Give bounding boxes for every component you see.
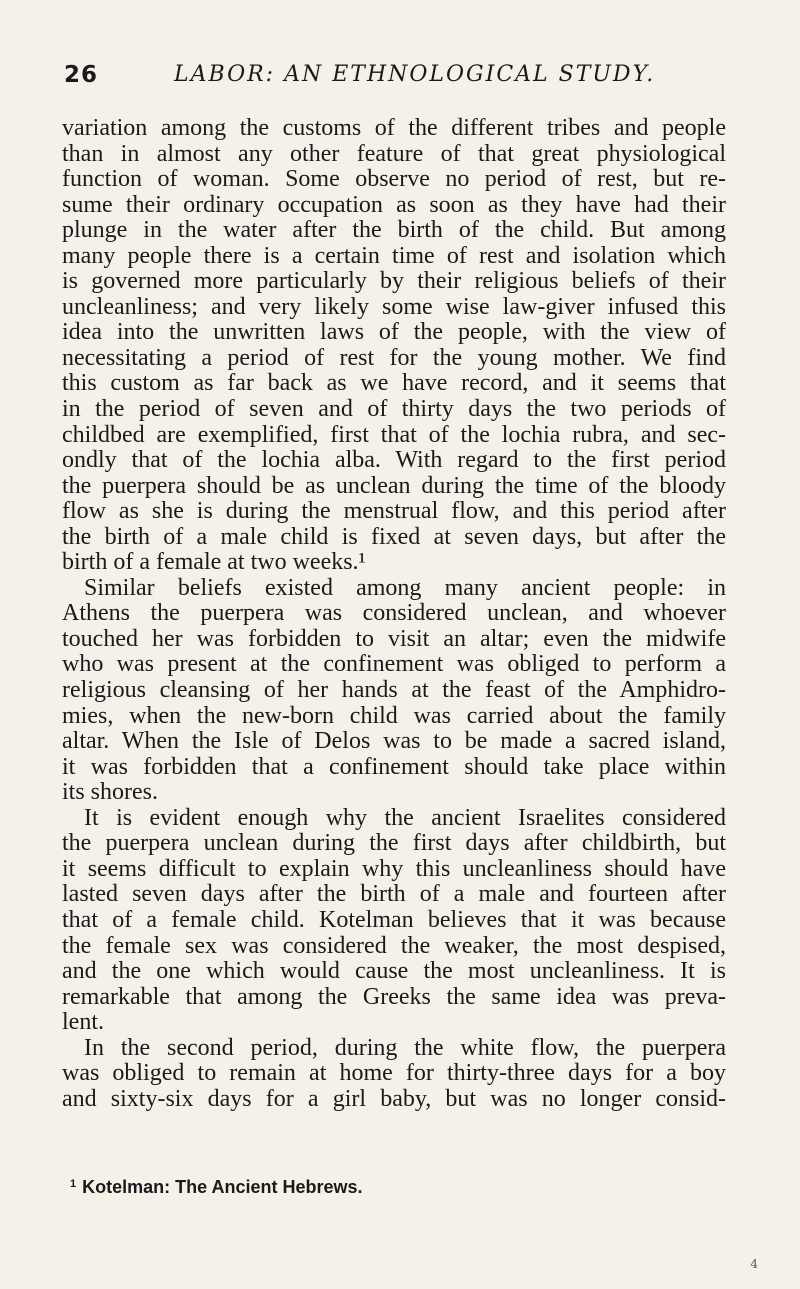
text-line: Athens the puerpera was considered unclean, and whoever — [62, 600, 726, 627]
text-line: It is evident enough why the ancient Israelites considered — [84, 804, 726, 831]
text-line: flow as she is during the menstrual flow, and this period after — [62, 498, 726, 525]
footnote — [70, 1177, 363, 1198]
text-line: the female sex was considered the weaker, the most despised, — [62, 932, 726, 959]
text-line: that of a female child. Kotelman believes that it was because — [62, 906, 726, 933]
text-line: the birth of a male child is fixed at seven days, but after the — [62, 523, 726, 550]
page-header — [64, 62, 714, 94]
footnote-text: Kotelman: The Ancient Hebrews. — [82, 1177, 363, 1197]
text-line: altar. When the Isle of Delos was to be made a sacred island, — [62, 728, 726, 755]
text-line: uncleanliness; and very likely some wise law-giver infused this — [62, 293, 726, 320]
text-line: religious cleansing of her hands at the feast of the Amphidro- — [62, 677, 726, 704]
text-line: idea into the unwritten laws of the people, with the view of — [62, 319, 726, 346]
text-line: is governed more particularly by their religious beliefs of their — [62, 268, 726, 295]
text-line: plunge in the water after the birth of the child. But among — [62, 217, 726, 244]
text-line: In the second period, during the white flow, the puerpera — [84, 1034, 726, 1061]
text-line: childbed are exemplified, first that of the lochia rubra, and sec- — [62, 421, 726, 448]
text-line: variation among the customs of the different tribes and people — [62, 115, 726, 141]
text-line: touched her was forbidden to visit an altar; even the midwife — [62, 625, 726, 652]
running-title: LABOR: AN ETHNOLOGICAL STUDY. — [174, 62, 656, 87]
text-line: necessitating a period of rest for the young mother. We find — [62, 344, 726, 371]
text-line: who was present at the confinement was obliged to perform a — [62, 651, 726, 678]
text-line: Similar beliefs existed among many ancient people: in — [84, 574, 726, 601]
body-text — [62, 116, 726, 1112]
text-line: the puerpera unclean during the first days after childbirth, but — [62, 830, 726, 857]
signature-mark: 4 — [750, 1257, 758, 1271]
text-line: it seems difficult to explain why this uncleanliness should have — [62, 855, 726, 882]
text-line: than in almost any other feature of that great physiological — [62, 140, 726, 167]
text-line: the puerpera should be as unclean during the time of the bloody — [62, 472, 726, 499]
text-line: ondly that of the lochia alba. With regard to the first period — [62, 447, 726, 474]
footnote-marker: 1 — [70, 1178, 77, 1190]
text-line: remarkable that among the Greeks the same idea was preva- — [62, 983, 726, 1010]
text-line: in the period of seven and of thirty days the two periods of — [62, 396, 726, 423]
text-line: function of woman. Some observe no period of rest, but re- — [62, 166, 726, 193]
page-number: 26 — [64, 62, 99, 88]
text-line: sume their ordinary occupation as soon as they have had their — [62, 191, 726, 218]
text-line: lent. — [62, 1009, 104, 1036]
text-line: was obliged to remain at home for thirty-three days for a boy — [62, 1060, 726, 1087]
text-line: its shores. — [62, 779, 158, 806]
text-line: mies, when the new-born child was carried about the family — [62, 702, 726, 729]
text-line: many people there is a certain time of rest and isolation which — [62, 242, 726, 269]
text-line: lasted seven days after the birth of a male and fourteen after — [62, 881, 726, 908]
text-line: it was forbidden that a confinement should take place within — [62, 753, 726, 780]
text-line: this custom as far back as we have record, and it seems that — [62, 370, 726, 397]
text-line: birth of a female at two weeks.¹ — [62, 549, 366, 576]
text-line: and sixty-six days for a girl baby, but was no longer consid- — [62, 1085, 726, 1112]
text-line: and the one which would cause the most uncleanliness. It is — [62, 958, 726, 985]
